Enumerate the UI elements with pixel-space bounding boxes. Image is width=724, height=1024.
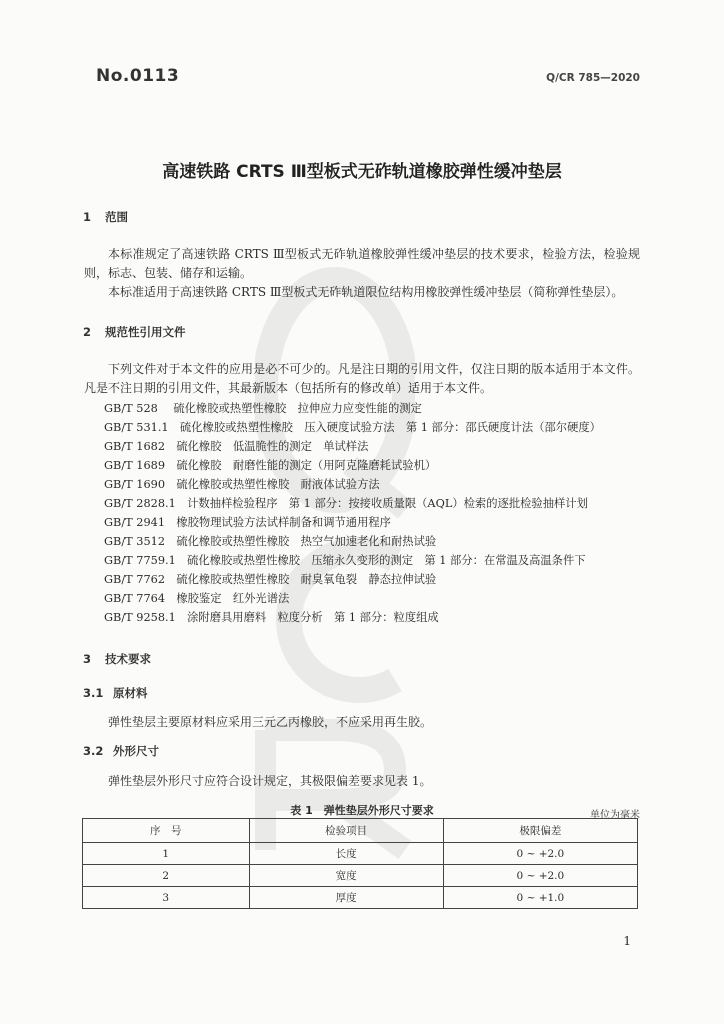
reference-item: GB/T 1689 硫化橡胶 耐磨性能的测定（用阿克隆磨耗试验机） (104, 459, 437, 472)
material-paragraph: 弹性垫层主要原材料应采用三元乙丙橡胶，不应采用再生胶。 (108, 715, 433, 729)
reference-item: GB/T 2828.1 计数抽样检验程序 第 1 部分：按接收质量限（AQL）检索的逐批检验抽样计划 (104, 497, 588, 510)
table-cell: 0 ~ +2.0 (443, 843, 637, 865)
table-cell: 2 (83, 865, 250, 887)
table-cell: 0 ~ +1.0 (443, 887, 637, 909)
column-header: 检验项目 (249, 819, 443, 843)
document-title: 高速铁路 CRTS Ⅲ型板式无砟轨道橡胶弹性缓冲垫层 (162, 162, 562, 182)
table-row (83, 843, 638, 865)
reference-item: GB/T 7764 橡胶鉴定 红外光谱法 (104, 592, 290, 605)
table-cell: 厚度 (249, 887, 443, 909)
table-cell: 1 (83, 843, 250, 865)
column-header: 极限偏差 (443, 819, 637, 843)
standard-code: Q/CR 785—2020 (546, 72, 640, 84)
table-unit: 单位为毫米 (590, 810, 640, 821)
reference-item: GB/T 3512 硫化橡胶或热塑性橡胶 热空气加速老化和耐热试验 (104, 535, 437, 548)
reference-item: GB/T 528 硫化橡胶或热塑性橡胶 拉伸应力应变性能的测定 (104, 402, 422, 415)
scope-paragraph-2: 本标准适用于高速铁路 CRTS Ⅲ型板式无砟轨道限位结构用橡胶弹性缓冲垫层（简称弹性垫层）。 (108, 285, 624, 299)
reference-item: GB/T 1682 硫化橡胶 低温脆性的测定 单试样法 (104, 440, 369, 453)
reference-item: GB/T 1690 硫化橡胶或热塑性橡胶 耐液体试验方法 (104, 478, 380, 491)
scope-paragraph-1: 本标准规定了高速铁路 CRTS Ⅲ型板式无砟轨道橡胶弹性缓冲垫层的技术要求，检验方法，检验规则，标志、包装、储存和运输。 (84, 247, 640, 280)
section-1-heading: 1 范围 (83, 210, 128, 224)
section-3-2-heading: 3.2 外形尺寸 (83, 744, 159, 758)
section-3-heading: 3 技术要求 (83, 652, 151, 666)
reference-item: GB/T 7759.1 硫化橡胶或热塑性橡胶 压缩永久变形的测定 第 1 部分：在常温及高温条件下 (104, 554, 586, 567)
page-number: 1 (623, 934, 631, 948)
dimensions-paragraph: 弹性垫层外形尺寸应符合设计规定，其极限偏差要求见表 1。 (108, 774, 432, 788)
table-row (83, 865, 638, 887)
table-cell: 0 ~ +2.0 (443, 865, 637, 887)
reference-item: GB/T 2941 橡胶物理试验方法试样制备和调节通用程序 (104, 516, 391, 529)
reference-item: GB/T 531.1 硫化橡胶或热塑性橡胶 压入硬度试验方法 第 1 部分：邵氏硬度计法（邵尔硬度） (104, 421, 601, 434)
table-cell: 长度 (249, 843, 443, 865)
document-number: No.0113 (96, 66, 180, 86)
references-intro: 下列文件对于本文件的应用是必不可少的。凡是注日期的引用文件，仅注日期的版本适用于本文件。凡是不注日期的引用文件，其最新版本（包括所有的修改单）适用于本文件。 (84, 362, 640, 395)
dimensions-table (82, 818, 638, 909)
table-caption: 表 1 弹性垫层外形尺寸要求 (290, 804, 434, 817)
column-header: 序 号 (83, 819, 250, 843)
table-cell: 宽度 (249, 865, 443, 887)
reference-item: GB/T 7762 硫化橡胶或热塑性橡胶 耐臭氧龟裂 静态拉伸试验 (104, 573, 437, 586)
reference-item: GB/T 9258.1 涂附磨具用磨料 粒度分析 第 1 部分：粒度组成 (104, 611, 439, 624)
section-2-heading: 2 规范性引用文件 (83, 325, 186, 339)
table-header-row (83, 819, 638, 843)
section-3-1-heading: 3.1 原材料 (83, 686, 148, 700)
table-cell: 3 (83, 887, 250, 909)
table-row (83, 887, 638, 909)
